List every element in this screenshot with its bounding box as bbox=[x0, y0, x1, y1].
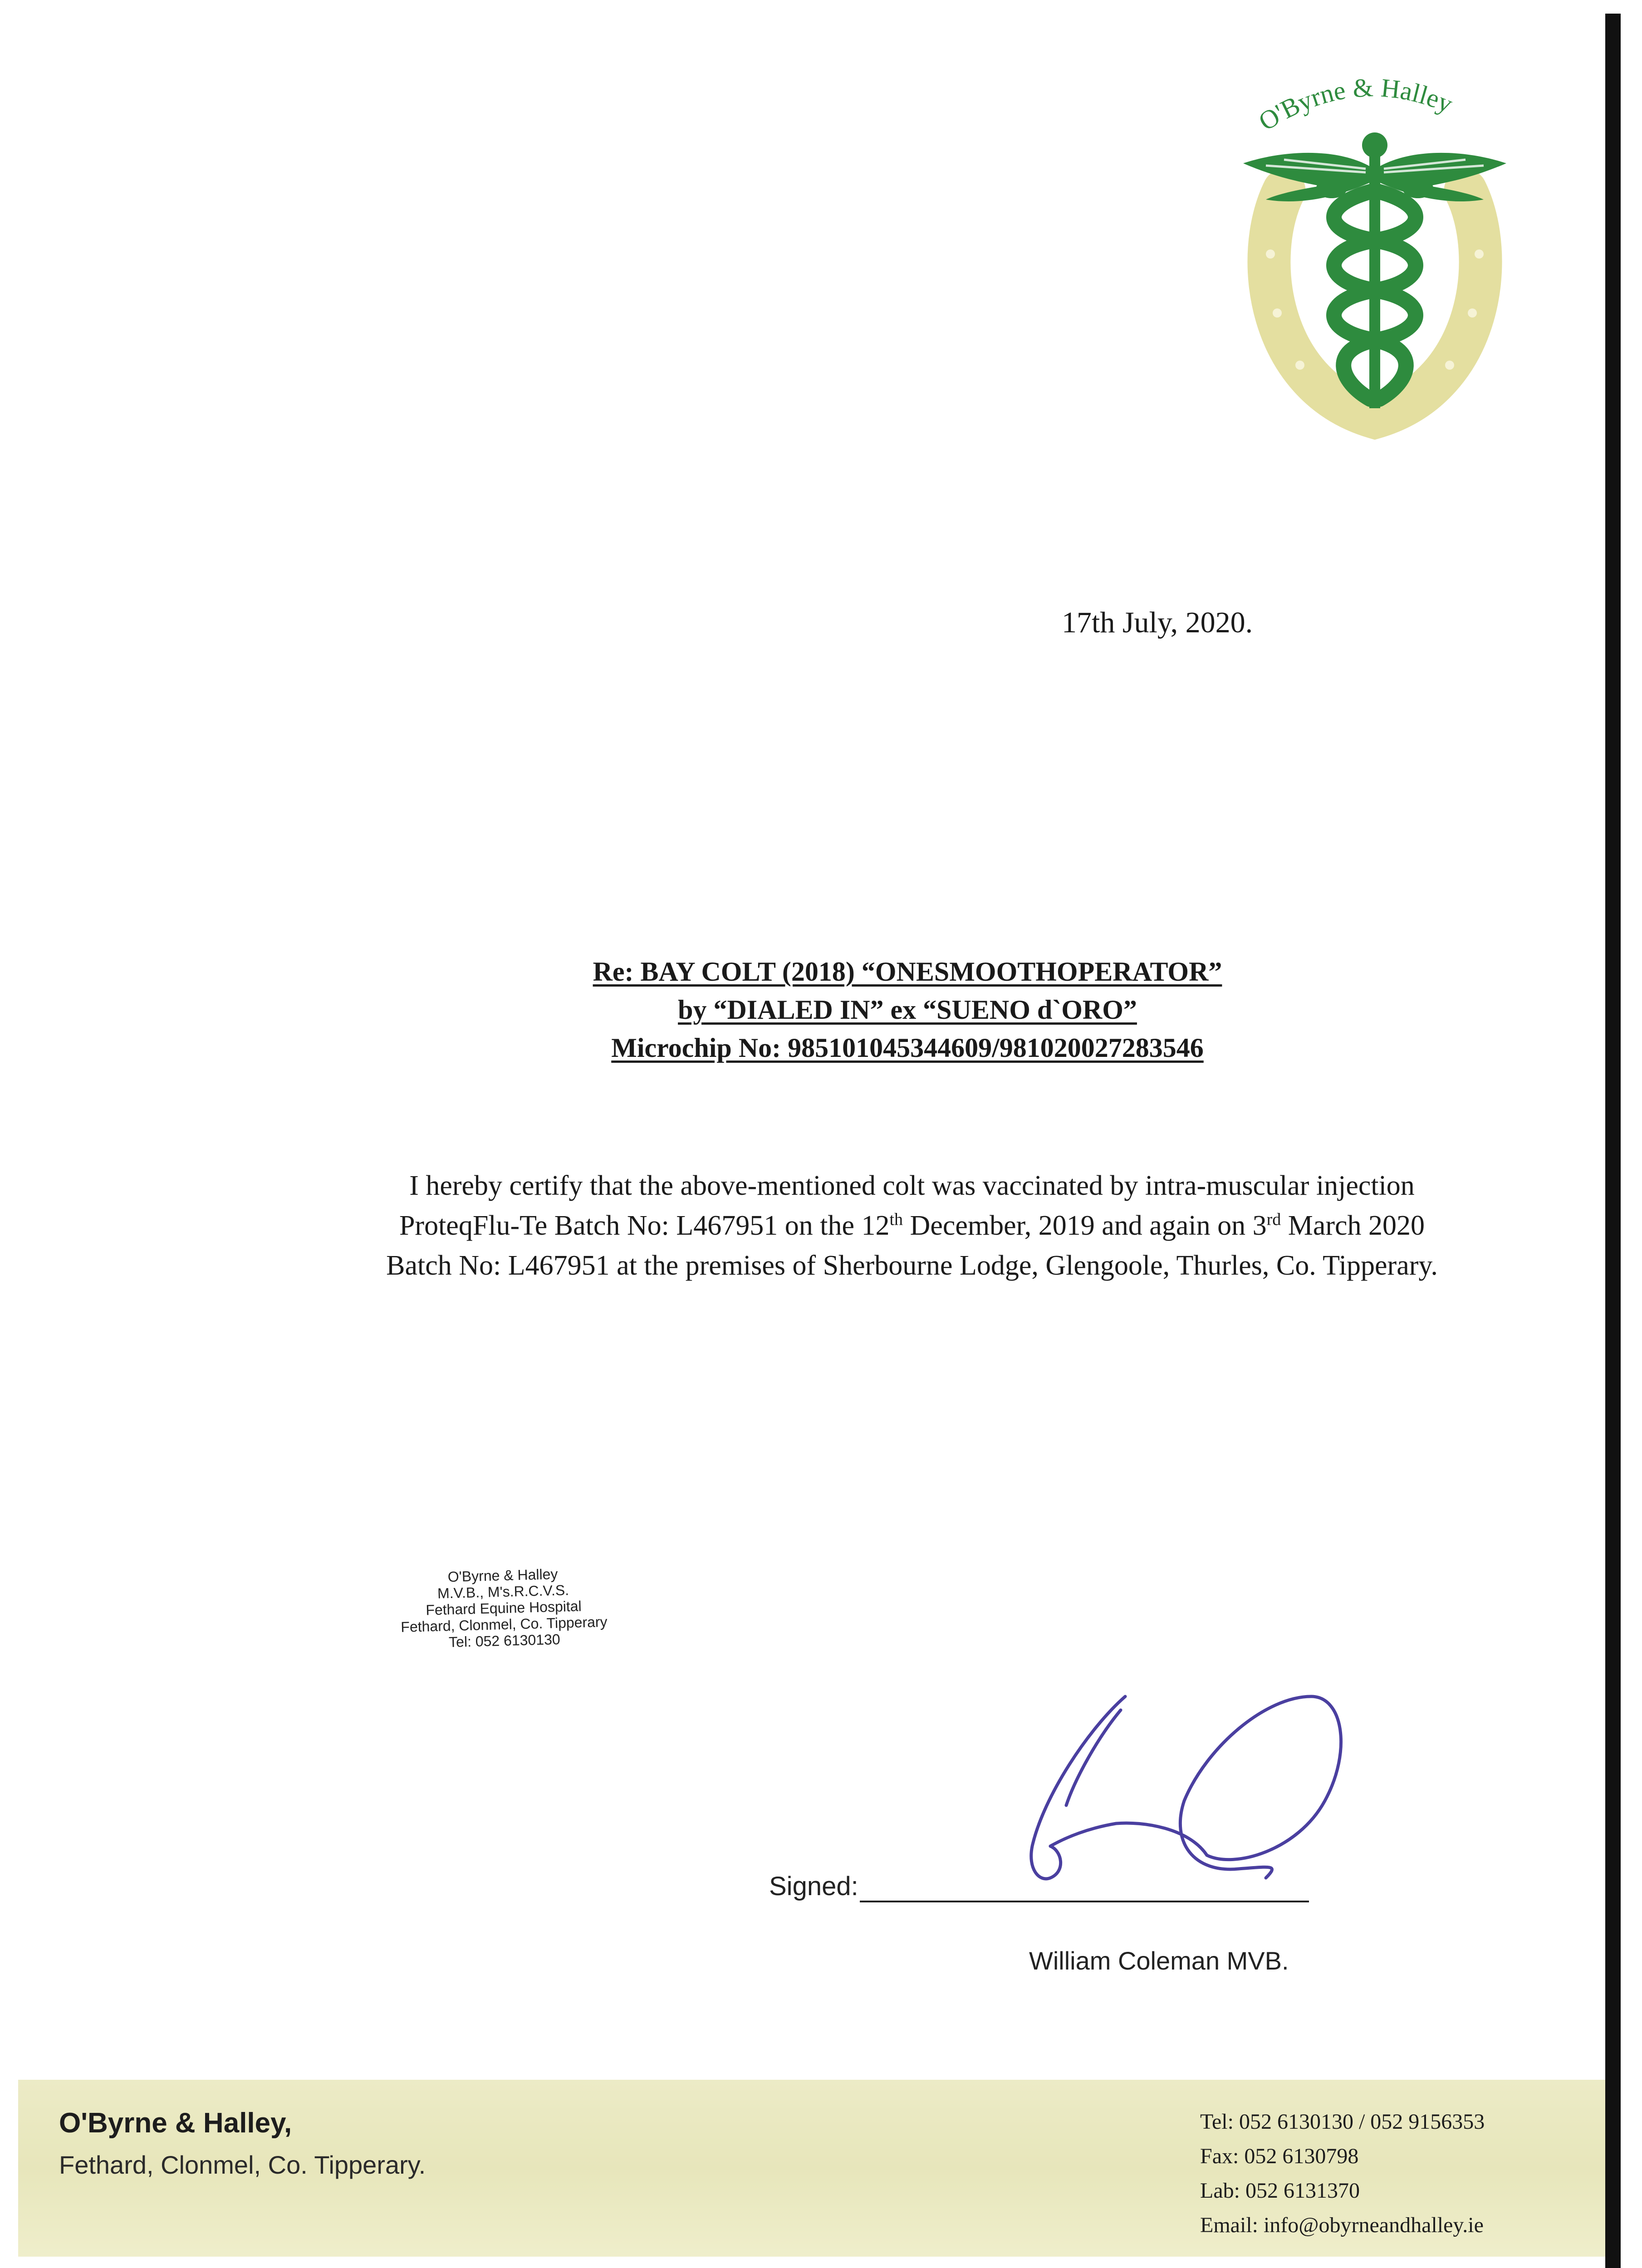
stamp-line: M.V.B., M's.R.C.V.S. bbox=[437, 1582, 569, 1602]
stamp-line: Tel: 052 6130130 bbox=[448, 1631, 561, 1651]
logo-text: O'Byrne & Halley bbox=[1253, 72, 1457, 137]
footer-contacts bbox=[1200, 2105, 1485, 2243]
signature-line bbox=[860, 1901, 1309, 1902]
handwritten-signature bbox=[953, 1678, 1343, 1932]
body-line-1: I hereby certify that the above-mentioned colt was vaccinated by intra-muscular injection bbox=[409, 1170, 1415, 1201]
letterhead-footer bbox=[18, 2080, 1605, 2257]
footer-lab: Lab: 052 6131370 bbox=[1200, 2179, 1360, 2203]
subject-block bbox=[363, 953, 1452, 1067]
footer-practice-name: O'Byrne & Halley, bbox=[59, 2107, 292, 2139]
subject-line-1: Re: BAY COLT (2018) “ONESMOOTHOPERATOR” bbox=[593, 957, 1222, 987]
signer-name: William Coleman MVB. bbox=[1029, 1946, 1289, 1975]
certification-paragraph bbox=[254, 1166, 1570, 1286]
footer-address: Fethard, Clonmel, Co. Tipperary. bbox=[59, 2151, 426, 2179]
body-line-3: Batch No: L467951 at the premises of Sherbourne Lodge, Glengoole, Thurles, Co. Tipperary. bbox=[386, 1250, 1438, 1281]
signed-label: Signed: bbox=[769, 1872, 858, 1901]
stamp-line: Fethard, Clonmel, Co. Tipperary bbox=[400, 1613, 608, 1635]
letter-date: 17th July, 2020. bbox=[1062, 606, 1253, 639]
footer-tel: Tel: 052 6130130 / 052 9156353 bbox=[1200, 2110, 1485, 2134]
caduceus-horseshoe-icon bbox=[1216, 41, 1534, 440]
footer-email: Email: info@obyrneandhalley.ie bbox=[1200, 2213, 1484, 2237]
footer-fax: Fax: 052 6130798 bbox=[1200, 2144, 1359, 2168]
stamp-line: O'Byrne & Halley bbox=[447, 1565, 558, 1585]
stamp-line: Fethard Equine Hospital bbox=[425, 1598, 582, 1618]
svg-text:O'Byrne & Halley bbox=[1254, 73, 1457, 137]
subject-line-2: by “DIALED IN” ex “SUENO d`ORO” bbox=[678, 995, 1137, 1025]
body-line-2: ProteqFlu-Te Batch No: L467951 on the 12th December, 2019 and again on 3rd March 2020 bbox=[399, 1210, 1425, 1241]
subject-line-3: Microchip No: 985101045344609/981020027283546 bbox=[611, 1033, 1204, 1063]
clinic-logo bbox=[1216, 41, 1534, 440]
scan-edge-bar bbox=[1605, 14, 1621, 2268]
clinic-stamp bbox=[353, 1563, 654, 1652]
